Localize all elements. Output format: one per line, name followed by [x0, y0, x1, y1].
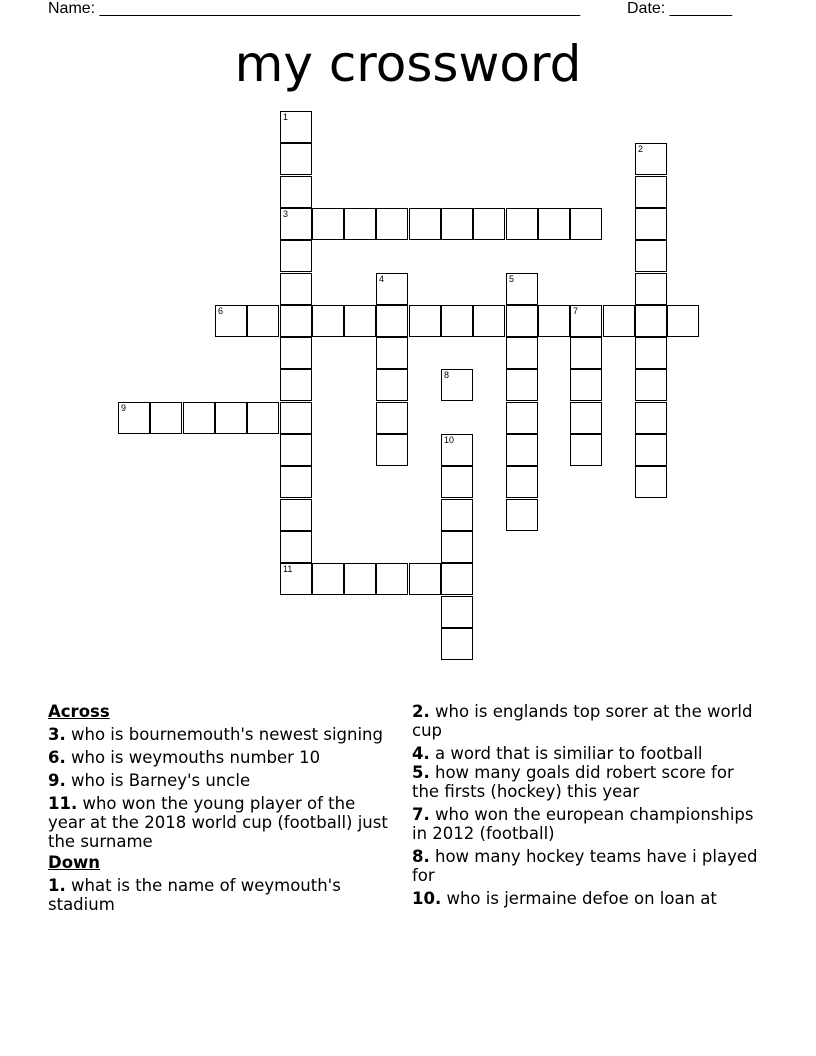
crossword-cell[interactable] — [312, 305, 344, 337]
crossword-cell[interactable] — [570, 369, 602, 401]
clue-text: what is the name of weymouth's stadium — [48, 876, 341, 914]
cell-number: 9 — [121, 403, 127, 413]
crossword-cell[interactable] — [280, 499, 312, 531]
crossword-cell[interactable] — [441, 369, 473, 401]
clue-text: who is bournemouth's newest signing — [71, 725, 383, 744]
crossword-cell[interactable] — [376, 563, 408, 595]
clue-number: 7. — [412, 805, 430, 824]
crossword-cell[interactable] — [441, 596, 473, 628]
crossword-cell[interactable] — [441, 466, 473, 498]
crossword-cell[interactable] — [344, 305, 376, 337]
cell-number: 8 — [444, 370, 450, 380]
clues-left-column — [48, 702, 388, 918]
crossword-cell[interactable] — [635, 240, 667, 272]
clue-number: 1. — [48, 876, 66, 895]
clue-number: 2. — [412, 702, 430, 721]
crossword-cell[interactable] — [280, 369, 312, 401]
crossword-cell[interactable] — [312, 208, 344, 240]
crossword-cell[interactable] — [570, 208, 602, 240]
crossword-cell[interactable] — [506, 273, 538, 305]
crossword-cell[interactable] — [376, 434, 408, 466]
across-clue — [48, 771, 388, 790]
crossword-cell[interactable] — [506, 434, 538, 466]
crossword-cell[interactable] — [635, 208, 667, 240]
crossword-cell[interactable] — [506, 369, 538, 401]
crossword-cell[interactable] — [150, 402, 182, 434]
down-heading: Down — [48, 853, 101, 872]
clue-number: 5. — [412, 763, 430, 782]
cell-number: 4 — [379, 274, 385, 284]
crossword-cell[interactable] — [280, 337, 312, 369]
down-clue — [412, 847, 762, 885]
crossword-cell[interactable] — [280, 434, 312, 466]
crossword-cell[interactable] — [506, 402, 538, 434]
crossword-cell[interactable] — [280, 143, 312, 175]
across-clue — [48, 794, 388, 851]
crossword-cell[interactable] — [280, 305, 312, 337]
crossword-cell[interactable] — [473, 208, 505, 240]
crossword-cell[interactable] — [506, 208, 538, 240]
crossword-cell[interactable] — [635, 466, 667, 498]
clues-right-column — [412, 702, 762, 912]
down-clue — [412, 702, 762, 740]
crossword-cell[interactable] — [635, 402, 667, 434]
cell-number: 7 — [573, 306, 579, 316]
crossword-cell[interactable] — [344, 563, 376, 595]
clue-number: 3. — [48, 725, 66, 744]
crossword-cell[interactable] — [603, 305, 635, 337]
crossword-cell[interactable] — [118, 402, 150, 434]
crossword-cell[interactable] — [183, 402, 215, 434]
clue-number: 10. — [412, 889, 442, 908]
crossword-cell[interactable] — [409, 208, 441, 240]
crossword-cell[interactable] — [376, 402, 408, 434]
crossword-cell[interactable] — [247, 402, 279, 434]
across-heading: Across — [48, 702, 110, 721]
crossword-cell[interactable] — [280, 111, 312, 143]
crossword-cell[interactable] — [441, 531, 473, 563]
crossword-cell[interactable] — [570, 402, 602, 434]
crossword-cell[interactable] — [635, 337, 667, 369]
crossword-cell[interactable] — [635, 369, 667, 401]
crossword-cell[interactable] — [280, 563, 312, 595]
crossword-cell[interactable] — [409, 563, 441, 595]
clue-number: 4. — [412, 744, 430, 763]
crossword-cell[interactable] — [280, 273, 312, 305]
crossword-cell[interactable] — [215, 402, 247, 434]
cell-number: 5 — [509, 274, 515, 284]
crossword-cell[interactable] — [441, 208, 473, 240]
crossword-cell[interactable] — [506, 337, 538, 369]
crossword-cell[interactable] — [538, 305, 570, 337]
name-field-label: Name: ______________________________________________________ — [48, 0, 581, 17]
crossword-cell[interactable] — [506, 466, 538, 498]
crossword-cell[interactable] — [376, 273, 408, 305]
clue-text: who is jermaine defoe on loan at — [446, 889, 717, 908]
clue-number: 8. — [412, 847, 430, 866]
clue-text: a word that is similiar to football — [435, 744, 703, 763]
clue-text: how many goals did robert score for the firsts (hockey) this year — [412, 763, 734, 801]
down-clue — [412, 744, 762, 763]
crossword-cell[interactable] — [667, 305, 699, 337]
across-clue — [48, 725, 388, 744]
crossword-cell[interactable] — [441, 305, 473, 337]
clue-number: 11. — [48, 794, 78, 813]
clue-text: who is weymouths number 10 — [71, 748, 321, 767]
crossword-cell[interactable] — [376, 305, 408, 337]
crossword-cell[interactable] — [570, 337, 602, 369]
crossword-cell[interactable] — [280, 240, 312, 272]
down-clue — [412, 763, 762, 801]
crossword-cell[interactable] — [635, 434, 667, 466]
crossword-cell[interactable] — [635, 176, 667, 208]
crossword-cell[interactable] — [280, 531, 312, 563]
clue-text: who won the young player of the year at the 2018 world cup (football) just the surname — [48, 794, 388, 851]
down-clue — [412, 889, 762, 908]
crossword-cell[interactable] — [570, 305, 602, 337]
crossword-cell[interactable] — [280, 208, 312, 240]
down-clue — [48, 876, 388, 914]
crossword-cell[interactable] — [635, 305, 667, 337]
crossword-cell[interactable] — [441, 499, 473, 531]
clue-text: who is englands top sorer at the world cup — [412, 702, 753, 740]
crossword-cell[interactable] — [441, 434, 473, 466]
clue-number: 9. — [48, 771, 66, 790]
crossword-cell[interactable] — [376, 337, 408, 369]
crossword-cell[interactable] — [506, 305, 538, 337]
crossword-cell[interactable] — [570, 434, 602, 466]
crossword-cell[interactable] — [280, 466, 312, 498]
across-clue — [48, 748, 388, 767]
crossword-cell[interactable] — [376, 369, 408, 401]
crossword-cell[interactable] — [280, 402, 312, 434]
crossword-cell[interactable] — [280, 176, 312, 208]
down-clue — [412, 805, 762, 843]
page-title: my crossword — [234, 35, 582, 93]
crossword-cell[interactable] — [635, 143, 667, 175]
crossword-cell[interactable] — [506, 499, 538, 531]
crossword-cell[interactable] — [376, 208, 408, 240]
crossword-cell[interactable] — [409, 305, 441, 337]
crossword-cell[interactable] — [473, 305, 505, 337]
clue-text: who won the european championships in 2012 (football) — [412, 805, 754, 843]
crossword-cell[interactable] — [441, 628, 473, 660]
date-field-label: Date: _______ — [627, 0, 732, 17]
cell-number: 11 — [283, 564, 293, 574]
cell-number: 1 — [283, 112, 289, 122]
cell-number: 3 — [283, 209, 289, 219]
cell-number: 10 — [444, 435, 455, 445]
crossword-cell[interactable] — [247, 305, 279, 337]
clue-number: 6. — [48, 748, 66, 767]
cell-number: 6 — [218, 306, 224, 316]
crossword-cell[interactable] — [215, 305, 247, 337]
crossword-cell[interactable] — [538, 208, 570, 240]
crossword-cell[interactable] — [635, 273, 667, 305]
clue-text: who is Barney's uncle — [71, 771, 251, 790]
crossword-cell[interactable] — [344, 208, 376, 240]
cell-number: 2 — [638, 144, 644, 154]
crossword-cell[interactable] — [312, 563, 344, 595]
clue-text: how many hockey teams have i played for — [412, 847, 758, 885]
crossword-cell[interactable] — [441, 563, 473, 595]
